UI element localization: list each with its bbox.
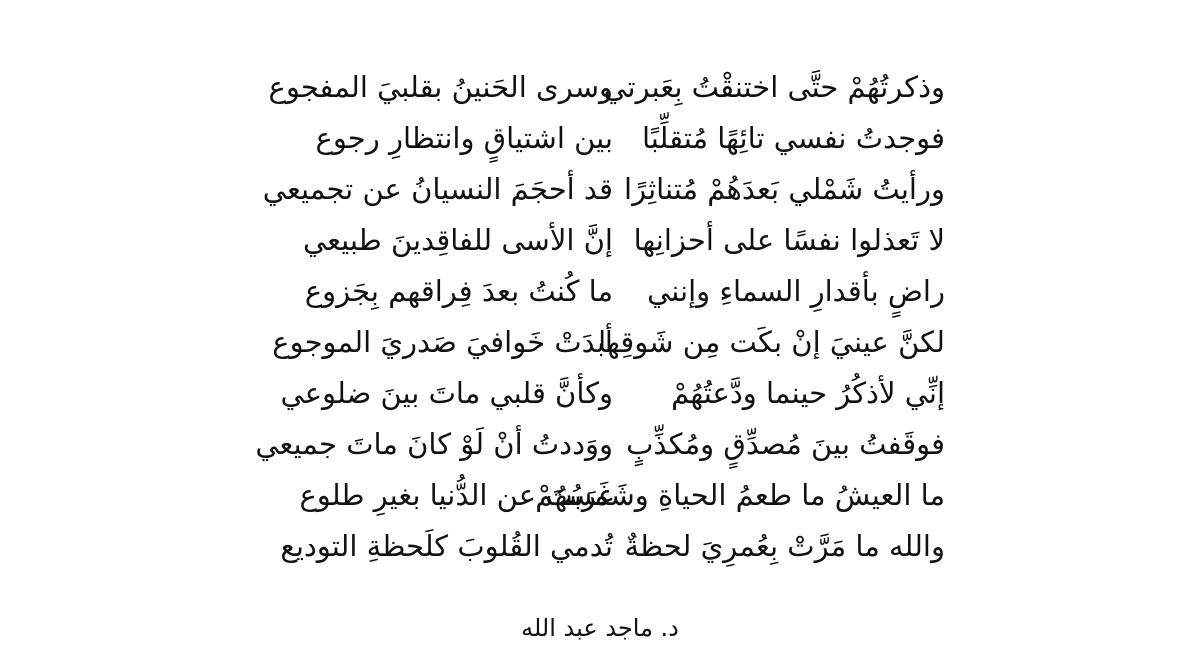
verse-1-first-hemistich: وذكرتُهُمْ حتَّى اختنقْتُ بِعَبرتي	[603, 70, 945, 104]
verse-5-second-hemistich: ما كُنتُ بعدَ فِراقهم بِجَزوع	[304, 274, 613, 308]
verse-3-second-hemistich: قد أحجَمَ النسيانُ عن تجميعي	[262, 172, 613, 206]
verse-2-second-hemistich: بين اشتياقٍ وانتظارِ رجوع	[315, 121, 613, 155]
verse-7-second-hemistich: وكأنَّ قلبي ماتَ بينَ ضلوعي	[280, 376, 613, 410]
verse-7	[0, 368, 1200, 419]
verse-3-first-hemistich: ورأيتُ شَمْلي بَعدَهُمْ مُتناثِرًا	[624, 172, 945, 206]
verse-5	[0, 266, 1200, 317]
verse-10-first-hemistich: والله ما مَرَّتْ بِعُمرِيَ لحظةٌ	[624, 529, 945, 563]
verse-4	[0, 215, 1200, 266]
verse-10-second-hemistich: تُدمي القُلوبَ كلَحظةِ التوديع	[280, 529, 613, 563]
verse-8	[0, 419, 1200, 470]
verse-6-second-hemistich: أبدَتْ خَوافيَ صَدريَ الموجوع	[272, 325, 613, 359]
verse-8-second-hemistich: ووَددتُ أنْ لَوْ كانَ ماتَ جميعي	[255, 427, 613, 461]
verse-1	[0, 62, 1200, 113]
verse-4-second-hemistich: إنَّ الأسى للفاقِدينَ طبيعي	[303, 223, 613, 257]
verse-6	[0, 317, 1200, 368]
verse-9-second-hemistich: غَرَبتَ عن الدُّنيا بغيرِ طلوع	[299, 478, 613, 512]
verse-9	[0, 470, 1200, 521]
poem	[0, 62, 1200, 572]
verse-8-first-hemistich: فوقَفتُ بينَ مُصدِّقٍ ومُكذِّبٍ	[626, 427, 945, 461]
verse-7-first-hemistich: إنِّي لأذكُرُ حينما ودَّعتُهُمْ	[671, 376, 945, 410]
verse-10	[0, 521, 1200, 572]
verse-9-first-hemistich: ما العيشُ ما طعمُ الحياةِ وشَمسُهُمْ	[535, 478, 945, 512]
verse-2-first-hemistich: فوجدتُ نفسي تائِهًا مُتقلِّبًا	[641, 121, 945, 155]
verse-4-first-hemistich: لا تَعذلوا نفسًا على أحزانِها	[633, 223, 945, 257]
verse-1-second-hemistich: وسرى الحَنينُ بقلبيَ المفجوع	[268, 70, 613, 104]
verse-2	[0, 113, 1200, 164]
author-signature: د. ماجد عبد الله	[521, 614, 679, 642]
verse-6-first-hemistich: لكنَّ عينيَ إنْ بكَت مِن شَوقِها	[598, 325, 945, 359]
verse-5-first-hemistich: راضٍ بأقدارِ السماءِ وإنني	[647, 274, 945, 308]
verse-3	[0, 164, 1200, 215]
